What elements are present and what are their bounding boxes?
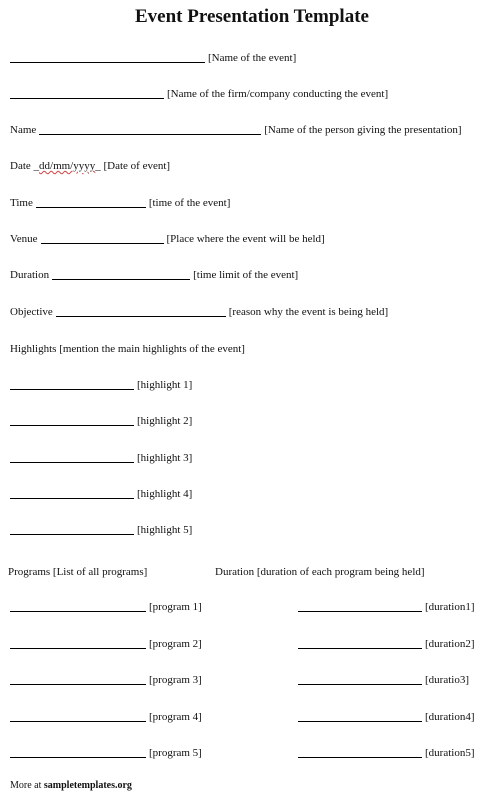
program-blank[interactable] (10, 745, 146, 758)
duration-blank[interactable] (52, 267, 190, 280)
time-row (10, 193, 230, 209)
program-row (10, 707, 202, 723)
date-format[interactable]: dd/mm/yyyy (39, 160, 96, 172)
duration-item-blank[interactable] (298, 672, 422, 685)
duration-item-row (298, 597, 474, 613)
name-hint: [Name of the person giving the presentation] (264, 124, 462, 136)
program-row (10, 634, 202, 650)
highlight-row (10, 484, 192, 500)
event-name-hint: [Name of the event] (208, 52, 297, 64)
highlight-blank[interactable] (10, 413, 134, 426)
program-row (10, 597, 202, 613)
highlight-row (10, 520, 192, 536)
duration-item-row (298, 707, 474, 723)
duration-label: Duration (10, 269, 50, 281)
program-blank[interactable] (10, 672, 146, 685)
program-blank[interactable] (10, 709, 146, 722)
date-label: Date _ (10, 160, 40, 172)
name-blank[interactable] (39, 122, 261, 135)
duration-item-blank[interactable] (298, 745, 422, 758)
program-label: [program 2] (149, 638, 202, 650)
venue-row (10, 229, 325, 245)
time-hint: [time of the event] (148, 197, 231, 209)
duration-item-label: [duration2] (425, 638, 475, 650)
objective-row (10, 302, 388, 318)
durations-heading: Duration [duration of each program being held] (215, 566, 425, 578)
duration-item-row (298, 743, 474, 759)
duration-item-row (298, 634, 474, 650)
highlight-label: [highlight 5] (137, 524, 193, 536)
highlight-label: [highlight 1] (137, 379, 193, 391)
objective-hint: [reason why the event is being held] (228, 306, 389, 318)
highlight-label: [highlight 3] (137, 452, 193, 464)
objective-label: Objective (10, 306, 53, 318)
highlight-blank[interactable] (10, 486, 134, 499)
footer-site-link[interactable]: sampletemplates.org (43, 780, 132, 791)
program-blank[interactable] (10, 636, 146, 649)
duration-item-label: [duratio3] (425, 674, 469, 686)
program-row (10, 670, 202, 686)
name-row (10, 120, 462, 136)
firm-blank[interactable] (10, 86, 164, 99)
duration-item-row (298, 670, 469, 686)
duration-item-blank[interactable] (298, 709, 422, 722)
highlights-heading: Highlights [mention the main highlights of the event] (10, 343, 245, 355)
duration-row (10, 265, 298, 281)
event-name-row (10, 48, 296, 64)
duration-hint: [time limit of the event] (193, 269, 299, 281)
duration-item-label: [duration1] (425, 601, 475, 613)
duration-item-blank[interactable] (298, 599, 422, 612)
date-row (10, 156, 170, 172)
date-hint: _ [Date of event] (95, 160, 171, 172)
event-name-blank[interactable] (10, 50, 205, 63)
time-blank[interactable] (36, 195, 146, 208)
highlight-row (10, 375, 192, 391)
duration-item-label: [duration5] (425, 747, 475, 759)
duration-item-label: [duration4] (425, 711, 475, 723)
venue-blank[interactable] (41, 231, 164, 244)
program-blank[interactable] (10, 599, 146, 612)
program-label: [program 1] (149, 601, 202, 613)
highlight-blank[interactable] (10, 522, 134, 535)
firm-row (10, 84, 388, 100)
highlight-row (10, 411, 192, 427)
footer-prefix: More at (10, 780, 44, 791)
venue-hint: [Place where the event will be held] (166, 233, 325, 245)
firm-hint: [Name of the firm/company conducting the event] (167, 88, 389, 100)
highlight-blank[interactable] (10, 377, 134, 390)
program-label: [program 5] (149, 747, 202, 759)
venue-label: Venue (10, 233, 38, 245)
highlight-label: [highlight 4] (137, 488, 193, 500)
name-label: Name (10, 124, 37, 136)
programs-heading: Programs [List of all programs] (8, 566, 148, 578)
time-label: Time (10, 197, 33, 209)
page-title: Event Presentation Template (135, 6, 369, 27)
duration-item-blank[interactable] (298, 636, 422, 649)
program-label: [program 3] (149, 674, 202, 686)
highlight-label: [highlight 2] (137, 415, 193, 427)
footer (10, 780, 132, 791)
program-row (10, 743, 202, 759)
objective-blank[interactable] (56, 304, 226, 317)
highlight-row (10, 448, 192, 464)
highlight-blank[interactable] (10, 450, 134, 463)
program-label: [program 4] (149, 711, 202, 723)
